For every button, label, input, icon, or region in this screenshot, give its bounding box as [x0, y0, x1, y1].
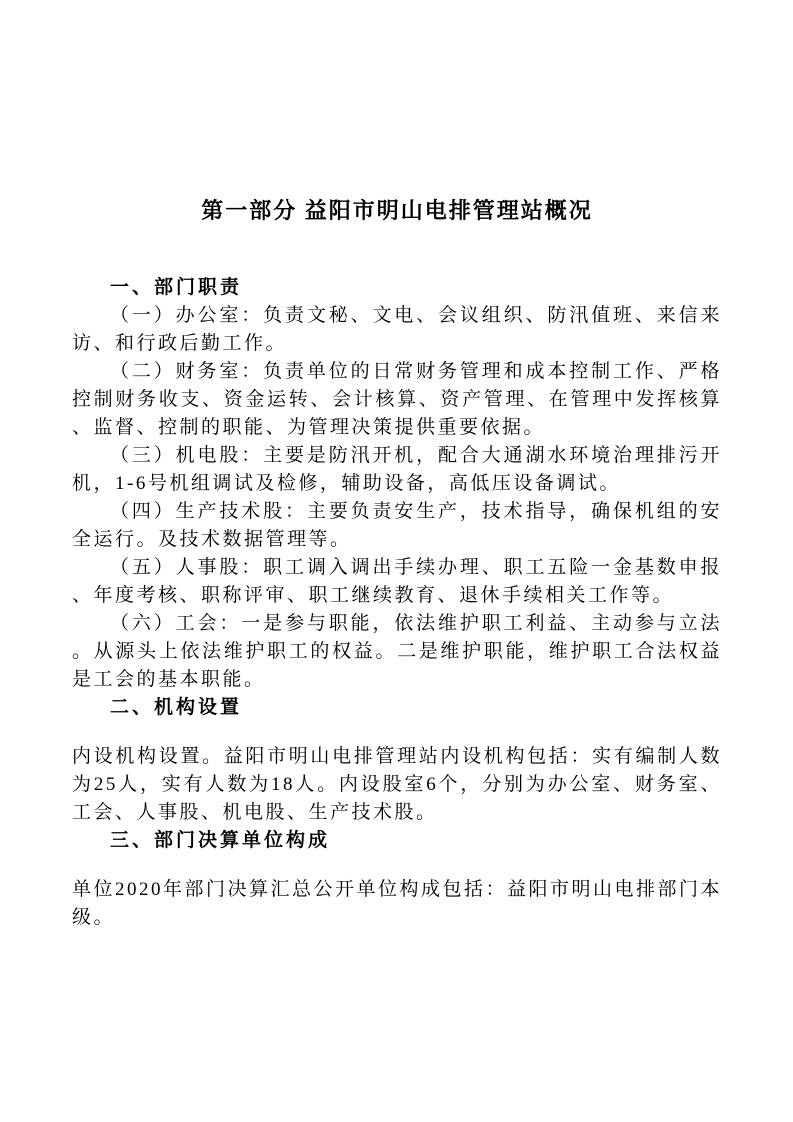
- paragraph-duty-production-tech: （四）生产技术股：主要负责安生产，技术指导，确保机组的安全运行。及技术数据管理等。: [72, 501, 722, 550]
- section-heading-duties: 一、部门职责: [110, 277, 243, 298]
- section-budget-units: [72, 827, 722, 932]
- section-heading-organization: 二、机构设置: [110, 697, 243, 718]
- document-title: 第一部分 益阳市明山电排管理站概况: [201, 198, 593, 223]
- paragraph-duty-electromechanical: （三）机电股：主要是防汛开机，配合大通湖水环境治理排污开机，1-6号机组调试及检修，辅助设备，高低压设备调试。: [72, 445, 722, 494]
- paragraph-duty-finance: （二）财务室：负责单位的日常财务管理和成本控制工作、严格控制财务收支、资金运转、会计核算、资产管理、在管理中发挥核算、监督、控制的职能、为管理决策提供重要依据。: [72, 361, 722, 438]
- section-heading-budget-units: 三、部门决算单位构成: [110, 830, 331, 851]
- section-department-duties: [72, 274, 722, 694]
- paragraph-budget-units: 单位2020年部门决算汇总公开单位构成包括：益阳市明山电排部门本级。: [72, 879, 723, 928]
- paragraph-organization: 内设机构设置。益阳市明山电排管理站内设机构包括：实有编制人数为25人，实有人数为18人。内设股室6个，分别为办公室、财务室、工会、人事股、机电股、生产技术股。: [72, 746, 722, 823]
- paragraph-duty-personnel: （五）人事股：职工调入调出手续办理、职工五险一金基数申报、年度考核、职称评审、职工继续教育、退休手续相关工作等。: [72, 557, 722, 606]
- section-organization-setup: [72, 694, 722, 827]
- paragraph-duty-office: （一）办公室：负责文秘、文电、会议组织、防汛值班、来信来访、和行政后勤工作。: [72, 305, 722, 354]
- paragraph-duty-union: （六）工会：一是参与职能，依法维护职工利益、主动参与立法。从源头上依法维护职工的权益。二是维护职能，维护职工合法权益是工会的基本职能。: [72, 613, 722, 690]
